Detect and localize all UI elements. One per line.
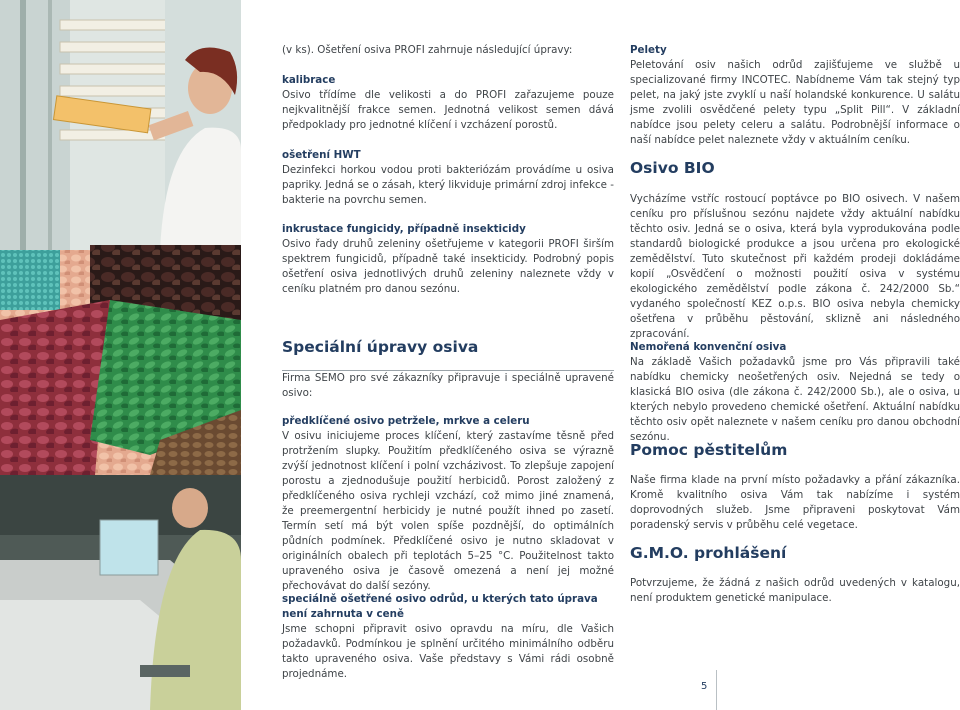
section-title-pomoc: Pomoc pěstitelům bbox=[630, 441, 788, 459]
page-number: 5 bbox=[701, 681, 708, 692]
section-title-bio: Osivo BIO bbox=[630, 159, 715, 177]
heading-hwt: ošetření HWT bbox=[282, 149, 361, 161]
pomoc-text: Naše firma klade na první místo požadavky a přání zákazníka. Kromě kvalitního osiva Vám tak nabízíme i systém doprovodných služeb. Jsme připraveni poskytovat Vám poradenský servis v průběhu celé vegetace. bbox=[630, 474, 960, 531]
intro-text: (v ks). Ošetření osiva PROFI zahrnuje následující úpravy: bbox=[282, 44, 573, 56]
footer-divider bbox=[716, 670, 717, 710]
nemorena-text: Na základě Vašich požadavků jsme pro Vás připravili také nabídku chemicky neošetřených osiv. Nejedná se tedy o klasická BIO osiva (dle zákona č. 242/2000 Sb.), ale o osiva, u kterých nebylo provedeno chemické ošetření. Aktuální nabídku těchto osiv opět naleznete v našem ceníku pro danou obchodní sezónu. bbox=[630, 356, 960, 443]
specialne-osetrene-text: Jsme schopni připravit osivo opravdu na míru, dle Vašich požadavků. Podmínkou je splnění určitého minimálního odběru takto upraveného osiva. Vaše představy s Vámi rádi osobně projednáme. bbox=[282, 623, 614, 680]
pelety-text: Peletování osiv našich odrůd zajišťujeme ve službě u specializované firmy INCOTEC. Nabídneme Vám tak stejný typ pelet, na jaký jste zvyklí u naší holandské konkurence. U salátu jsme zvolili osvědčené pelety typu „Split Pill“. V základní nabídce jsou pelety celeru a salátu. Podrobnější informace o naší nabídce pelet naleznete vždy v aktuálním ceníku. bbox=[630, 59, 960, 146]
bio-text: Vycházíme vstříc rostoucí poptávce po BIO osivech. V našem ceníku pro příslušnou sezónu najdete vždy aktuální nabídku těchto osiv. Jedná se o osiva, která byla vyprodukována podle standardů biologické produkce a jsou určena pro ekologické zemědělství. Tuto skutečnost při každém prodeji dokládáme kopií „Osvědčení o možnosti použití osiva v systému ekologického zemědělství podle zákona č. 242/2000 Sb.“ vydaného společností KEZ o.p.s. BIO osiva nebyla chemicky ošetřena v průběhu pěstování, sklizně ani následného zpracování. bbox=[630, 193, 960, 340]
kalibrace-text: Osivo třídíme dle velikosti a do PROFI zařazujeme pouze nejkvalitnější frakce semen. Jednotná velikost semen dává předpoklady pro jednotné klíčení i vzcházení porostů. bbox=[282, 89, 614, 131]
predklicene-text: V osivu iniciujeme proces klíčení, který zastavíme těsně před protržením slupky. Použitím předklíčeného osiva se výrazně zvýší jednotnost klíčení i polní vzcházivost. To zlepšuje zapojení porostu a zjednodušuje použití herbicidů. Porost založený z předklíčeného osiva rychleji vzchází, což mimo jiné znamená, že preemergentní herbicidy je nutné použít ihned po zasetí. Termín setí má být volen spíše pozdnější, do optimálních půdních podmínek. Předklíčené osivo je nutno skladovat v originálních obalech při teplotách 5–25 °C. Použitelnost takto upraveného osiva je časově omezená a není jej možné přechovávat do další sezóny. bbox=[282, 430, 614, 592]
seed-photo-collage bbox=[0, 0, 241, 710]
heading-inkrustace: inkrustace fungicidy, případně insekticidy bbox=[282, 223, 526, 235]
heading-nemorena: Nemořená konvenční osiva bbox=[630, 341, 787, 353]
section-title-specialni: Speciální úpravy osiva bbox=[282, 338, 479, 356]
specialni-intro-text: Firma SEMO pro své zákazníky připravuje i speciálně upravené osivo: bbox=[282, 372, 614, 399]
inkrustace-text: Osivo řady druhů zeleniny ošetřujeme v kategorii PROFI širším spektrem fungicidů, případně také insekticidy. Podrobný popis ošetření osiva jednotlivých druhů zeleniny naleznete vždy v ceníku platném pro danou sezónu. bbox=[282, 238, 614, 295]
heading-predklicene: předklíčené osivo petržele, mrkve a celeru bbox=[282, 415, 530, 427]
heading-pelety: Pelety bbox=[630, 44, 667, 56]
heading-kalibrace: kalibrace bbox=[282, 74, 336, 86]
hwt-text: Dezinfekci horkou vodou proti bakteriózám provádíme u osiva papriky. Jedná se o zásah, který likviduje primární zdroj infekce - bakterie na povrchu semen. bbox=[282, 164, 614, 206]
heading-specialne-osetrene: speciálně ošetřené osivo odrůd, u kterých tato úprava není zahrnuta v ceně bbox=[282, 593, 598, 620]
section-title-gmo: G.M.O. prohlášení bbox=[630, 544, 787, 562]
gmo-text: Potvrzujeme, že žádná z našich odrůd uvedených v katalogu, není produktem genetické manipulace. bbox=[630, 577, 960, 604]
